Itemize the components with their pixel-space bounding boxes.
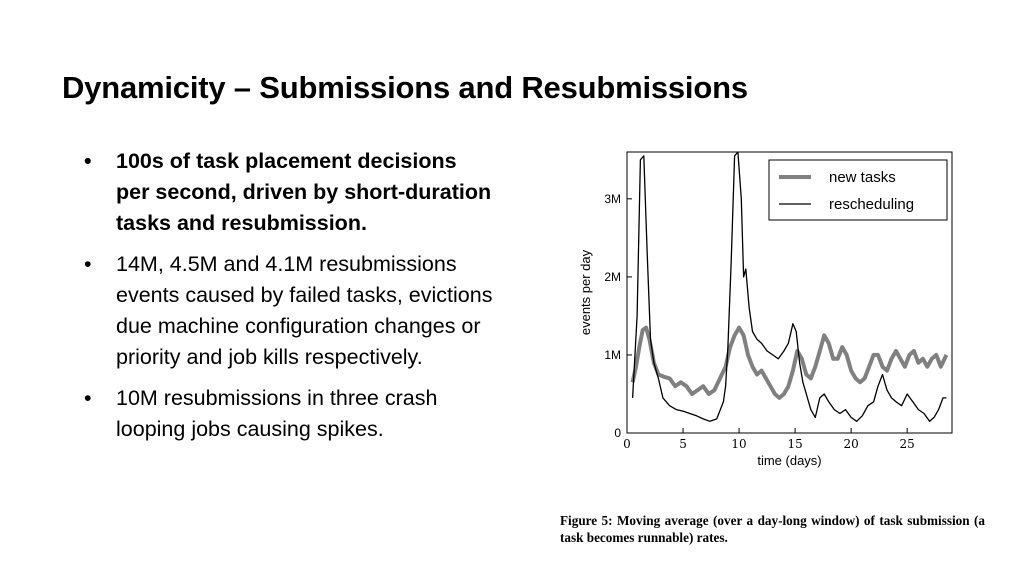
bullet-item — [84, 383, 494, 445]
line-chart — [572, 140, 972, 480]
legend-label: rescheduling — [829, 196, 915, 213]
x-tick-label: 5 — [679, 437, 687, 451]
y-tick-label: 2M — [604, 269, 621, 284]
x-tick-label: 15 — [787, 437, 803, 451]
bullet-item — [84, 146, 494, 239]
x-tick-label: 20 — [843, 437, 859, 451]
legend-label: new tasks — [829, 169, 896, 186]
y-tick-label: 0 — [614, 426, 621, 440]
y-tick-label: 3M — [604, 191, 621, 206]
bullet-text: 100s of task placement decisions per second, driven by short-duration tasks and resubmission. — [116, 149, 492, 235]
x-axis-label: time (days) — [757, 453, 822, 468]
bullet-symbol: • — [84, 386, 92, 410]
bullet-list — [84, 146, 494, 455]
figure-caption: Figure 5: Moving average (over a day-long window) of task submission (a task becomes runnable) rates. — [560, 513, 985, 545]
x-tick-label: 10 — [731, 437, 747, 451]
x-tick-label: 0 — [623, 437, 631, 451]
slide-title: Dynamicity – Submissions and Resubmissions — [62, 70, 748, 105]
bullet-text: 14M, 4.5M and 4.1M resubmissions events caused by failed tasks, evictions due machine configuration changes or priority and job kills respectively. — [116, 252, 493, 369]
bullet-item — [84, 249, 494, 373]
y-tick-label: 1M — [604, 347, 621, 362]
bullet-symbol: • — [84, 149, 92, 173]
bullet-text: 10M resubmissions in three crash looping jobs causing spikes. — [116, 386, 438, 441]
y-axis-label: events per day — [578, 249, 593, 336]
x-tick-label: 25 — [899, 437, 915, 451]
figure-chart — [572, 140, 972, 480]
bullet-symbol: • — [84, 252, 92, 276]
